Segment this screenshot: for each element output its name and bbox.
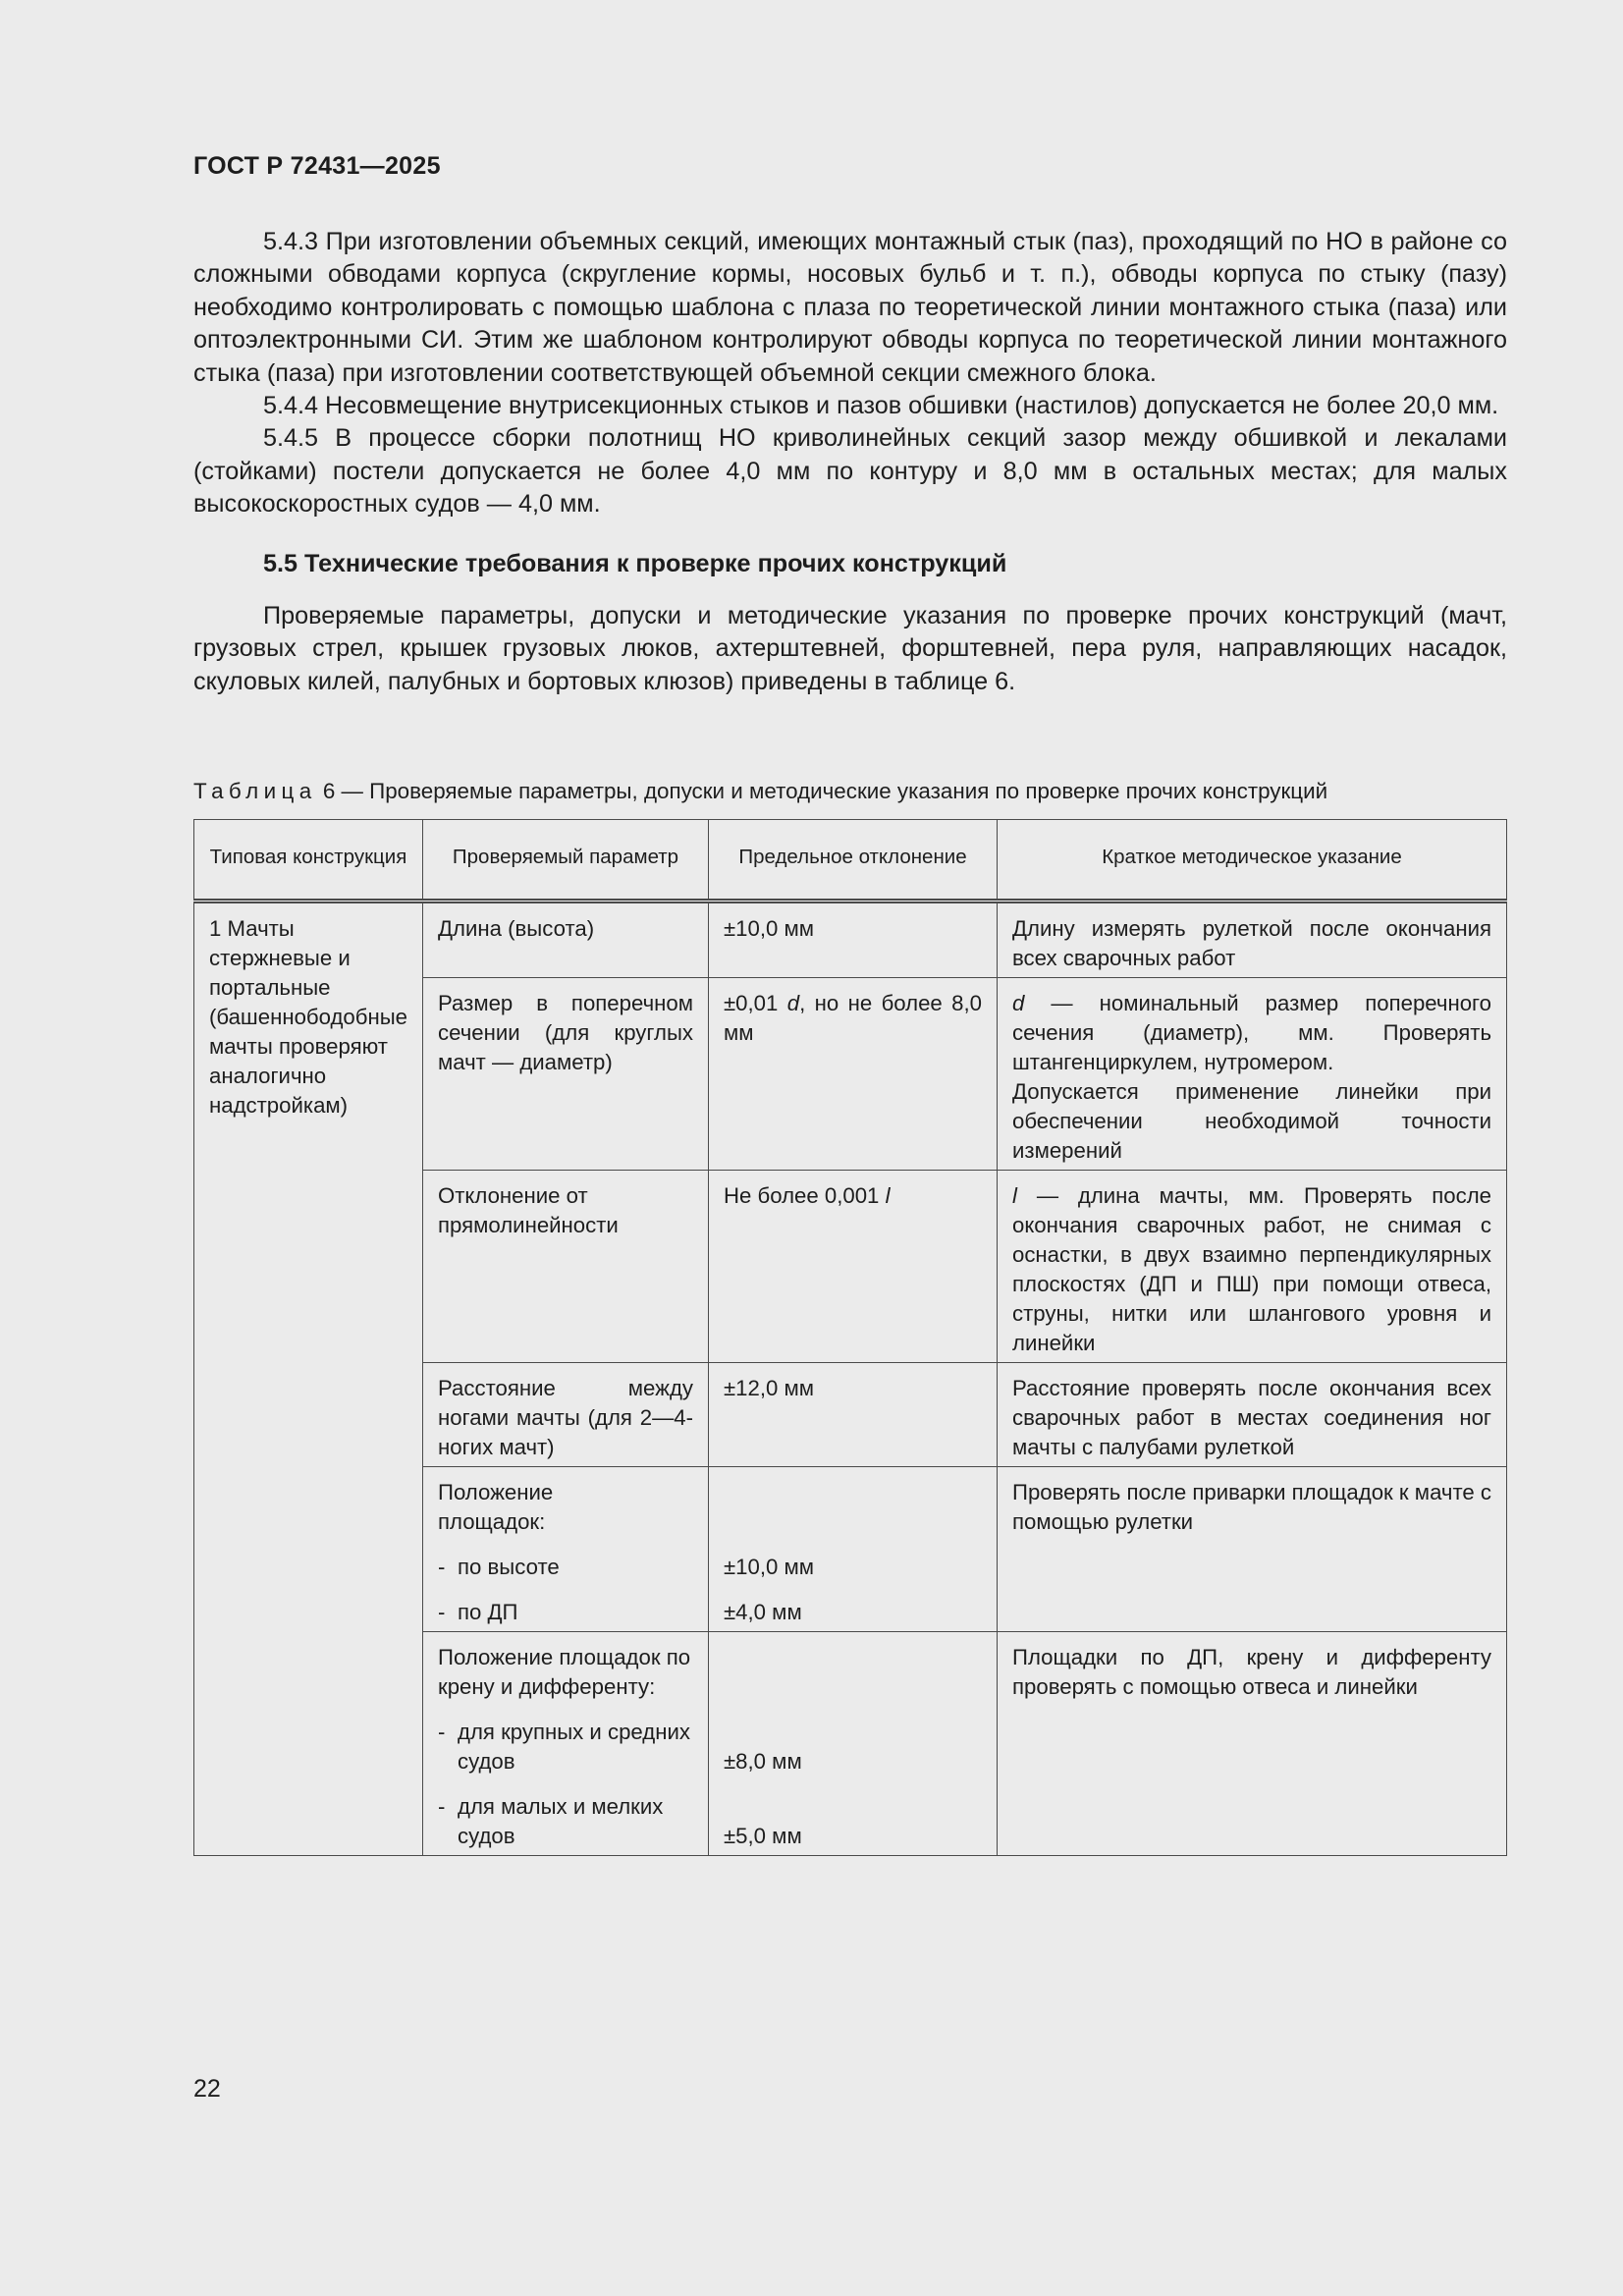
method-text: — длина мачты, мм. Проверять после окончания сварочных работ, не снимая с оснастки, в двух взаимно перпендикулярных плоскостях (ДП и ПШ) при помощи отвеса, струны, нитки или шлангового уровня и линейки [1012, 1183, 1491, 1355]
parameter-cell: Размер в поперечном сечении (для круглых мачт — диаметр) [423, 978, 709, 1171]
deviation-cell [709, 1171, 998, 1363]
header-parameter: Проверяемый параметр [423, 820, 709, 902]
list-dash: - [438, 1555, 446, 1579]
parameter-title: Положение площадок: [438, 1480, 554, 1534]
paragraph-5-4-5: 5.4.5 В процессе сборки полотнищ НО криволинейных секций зазор между обшивкой и лекалами (стойками) постели допускается не более 4,0 мм по контуру и 8,0 мм в остальных местах; для малых высокоскоростных судов — 4,0 мм. [193, 424, 1507, 519]
deviation-text: ±0,01 [724, 991, 787, 1015]
header-deviation: Предельное отклонение [709, 820, 998, 902]
body-text [193, 226, 1507, 698]
sub-item [438, 1792, 693, 1851]
paragraph-5-4-4: 5.4.4 Несовмещение внутрисекционных стыков и пазов обшивки (настилов) допускается не более 20,0 мм. [263, 392, 1499, 420]
parameter-cell: Расстояние между ногами мачты (для 2—4-ногих мачт) [423, 1363, 709, 1467]
table-caption-label: Таблица [193, 779, 317, 803]
tolerance-table [193, 819, 1507, 1856]
paragraph-5-4-3: 5.4.3 При изготовлении объемных секций, имеющих монтажный стык (паз), проходящий по НО в районе со сложными обводами корпуса (скругление кормы, носовых бульб и т. п.), обводы корпуса по стыку (пазу) необходимо контролировать с помощью шаблона с плаза по теоретической линии монтажного стыка (паза) или оптоэлектронными СИ. Этим же шаблоном контролируют обводы корпуса по теоретической линии монтажного стыка (паза) при изготовлении соответствующей объемной секции смежного блока. [193, 228, 1507, 387]
deviation-value: ±5,0 мм [724, 1824, 802, 1848]
method-cell: Расстояние проверять после окончания всех сварочных работ в местах соединения ног мачты с палубами рулеткой [998, 1363, 1507, 1467]
deviation-cell [709, 978, 998, 1171]
section-heading-5-5: 5.5 Технические требования к проверке прочих конструкций [263, 549, 1007, 577]
method-cell [998, 978, 1507, 1171]
variable-d: d [1012, 991, 1025, 1015]
deviation-text: Не более 0,001 [724, 1183, 886, 1208]
method-cell: Площадки по ДП, крену и дифференту проверять с помощью отвеса и линейки [998, 1632, 1507, 1856]
page-number: 22 [193, 2075, 221, 2103]
deviation-cell [709, 1632, 998, 1856]
parameter-cell [423, 1632, 709, 1856]
method-text: — номинальный размер поперечного сечения (диаметр), мм. Проверять штангенциркулем, нутромером. [1012, 991, 1491, 1074]
table-header-row [194, 820, 1507, 902]
variable-d: d [786, 991, 800, 1015]
sub-item [438, 1598, 693, 1627]
sub-item-label: для малых и мелких судов [458, 1794, 664, 1848]
deviation-value: ±4,0 мм [724, 1600, 802, 1624]
construction-cell: 1 Мачты стержневые и портальные (башеннободобные мачты проверяют аналогично надстройкам) [194, 902, 423, 1856]
parameter-cell [423, 1467, 709, 1632]
deviation-cell [709, 1467, 998, 1632]
paragraph-5-5: Проверяемые параметры, допуски и методические указания по проверке прочих конструкций (мачт, грузовых стрел, крышек грузовых люков, ахтерштевней, форштевней, пера руля, направляющих насадок, скуловых килей, палубных и бортовых клюзов) приведены в таблице 6. [193, 602, 1507, 695]
sub-item-label: по ДП [458, 1600, 518, 1624]
table-caption [193, 779, 1509, 804]
method-cell: Проверять после приварки площадок к мачте с помощью рулетки [998, 1467, 1507, 1632]
header-construction: Типовая конструкция [194, 820, 423, 902]
document-id-header: ГОСТ Р 72431—2025 [193, 152, 441, 180]
method-text: Допускается применение линейки при обеспечении необходимой точности измерений [1012, 1079, 1491, 1163]
sub-item [438, 1718, 693, 1777]
deviation-text: , но не более 8,0 мм [724, 991, 982, 1045]
method-cell [998, 1171, 1507, 1363]
table-row [194, 902, 1507, 978]
sub-item [438, 1553, 693, 1582]
method-cell: Длину измерять рулеткой после окончания всех сварочных работ [998, 902, 1507, 978]
list-dash: - [438, 1794, 446, 1819]
list-dash: - [438, 1720, 446, 1744]
header-method: Краткое методическое указание [998, 820, 1507, 902]
variable-l: l [1012, 1183, 1017, 1208]
sub-item-label: для крупных и средних судов [458, 1720, 690, 1774]
deviation-value: ±8,0 мм [724, 1749, 802, 1774]
parameter-cell: Отклонение от прямолинейности [423, 1171, 709, 1363]
variable-l: l [885, 1183, 891, 1208]
deviation-cell: ±12,0 мм [709, 1363, 998, 1467]
list-dash: - [438, 1600, 446, 1624]
parameter-cell: Длина (высота) [423, 902, 709, 978]
deviation-cell: ±10,0 мм [709, 902, 998, 978]
sub-item-label: по высоте [458, 1555, 560, 1579]
deviation-value: ±10,0 мм [724, 1555, 815, 1579]
parameter-title: Положение площадок по крену и дифференту: [438, 1645, 691, 1699]
table-caption-text: 6 — Проверяемые параметры, допуски и методические указания по проверке прочих конструкций [316, 779, 1328, 803]
